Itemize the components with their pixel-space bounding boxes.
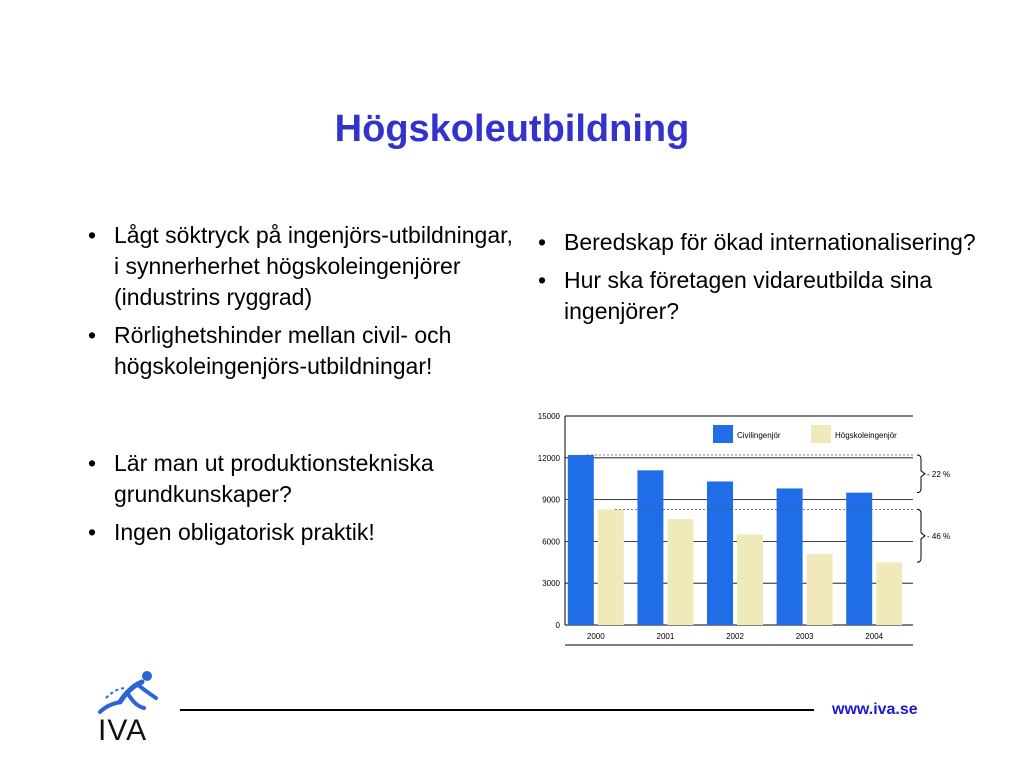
bullet-item: • Lär man ut produktionstekniska grundkunskaper? — [80, 448, 530, 510]
annotation-label: - 46 % — [927, 531, 951, 541]
bar-hogskoleingenjor — [667, 519, 693, 625]
y-tick-label: 9000 — [542, 495, 560, 505]
bar-civilingenjor — [777, 488, 803, 625]
bar-civilingenjor — [637, 470, 663, 625]
slide-title: Högskoleutbildning — [334, 108, 690, 150]
bullet-item: • Lågt söktryck på ingenjörs-utbildningar, i synnerherhet högskoleingenjörer (industrins ryggrad) — [80, 220, 520, 313]
y-tick-label: 0 — [555, 621, 560, 630]
bar-civilingenjor — [846, 493, 872, 625]
legend-label: Civilingenjör — [737, 431, 781, 440]
footer-divider — [180, 709, 814, 711]
bullet-item: • Hur ska företagen vidareutbilda sina ingenjörer? — [530, 265, 990, 327]
bar-hogskoleingenjor — [807, 554, 833, 625]
y-tick-label: 12000 — [537, 453, 560, 463]
iva-logo — [92, 668, 162, 744]
bar-civilingenjor — [707, 481, 733, 625]
bar-hogskoleingenjor — [876, 562, 902, 625]
runner-figure-icon — [100, 671, 156, 712]
x-tick-label: 2001 — [656, 632, 675, 641]
left-top-bullet-list — [80, 220, 520, 389]
y-tick-label: 3000 — [542, 579, 560, 589]
x-tick-label: 2002 — [726, 632, 744, 641]
x-tick-label: 2004 — [865, 632, 884, 641]
bullet-item: • Ingen obligatorisk praktik! — [80, 517, 530, 548]
y-tick-label: 15000 — [537, 412, 560, 421]
bullet-item: • Beredskap för ökad internationalisering? — [530, 227, 990, 258]
bar-hogskoleingenjor — [737, 534, 763, 625]
legend-swatch — [811, 425, 831, 443]
annotation-bracket — [917, 509, 925, 562]
right-bullet-list — [530, 227, 990, 334]
x-tick-label: 2003 — [795, 632, 814, 641]
annotation-label: - 22 % — [927, 469, 951, 479]
logo-text: IVA — [98, 714, 148, 744]
bar-hogskoleingenjor — [598, 509, 624, 625]
footer-url-link[interactable]: www.iva.se — [832, 701, 918, 718]
y-tick-label: 6000 — [542, 537, 560, 547]
bar-chart — [515, 404, 965, 649]
left-bottom-bullet-list — [80, 448, 530, 555]
bar-civilingenjor — [568, 455, 594, 625]
x-tick-label: 2000 — [586, 632, 605, 641]
legend-label: Högskoleingenjör — [835, 431, 897, 440]
bullet-item: • Rörlighetshinder mellan civil- och högskoleingenjörs-utbildningar! — [80, 320, 520, 382]
annotation-bracket — [917, 455, 925, 493]
legend-swatch — [713, 425, 733, 443]
